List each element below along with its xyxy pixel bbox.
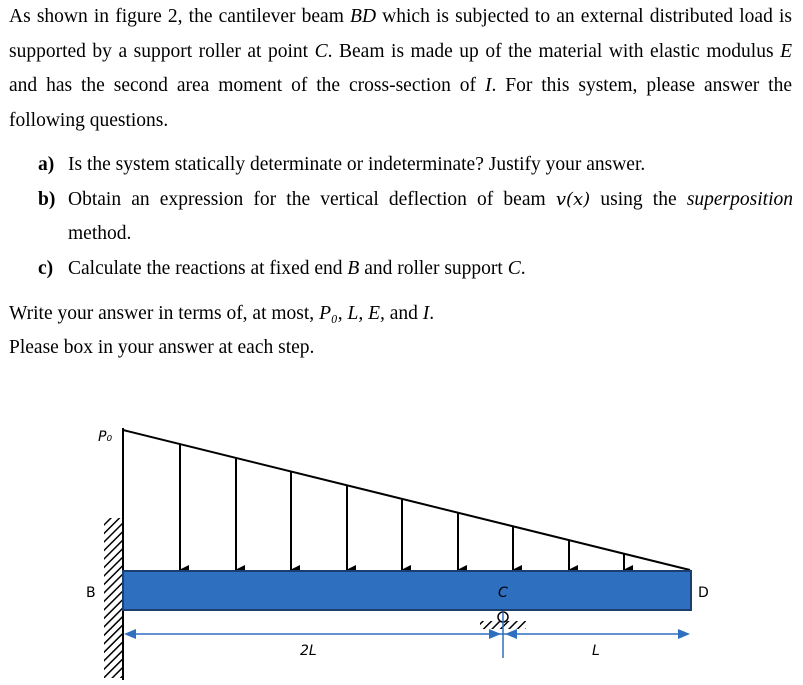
dimension-arrow-c-left bbox=[489, 629, 501, 639]
question-c-text-2: and roller support bbox=[359, 258, 508, 279]
modulus-symbol: E bbox=[780, 40, 792, 62]
question-b-text-1: Obtain an expression for the vertical deflection of beam bbox=[68, 189, 556, 210]
dimension-lines bbox=[124, 612, 690, 658]
method-name: superposition bbox=[686, 189, 793, 210]
dimension-2l: 2L bbox=[300, 643, 317, 659]
load-profile-line bbox=[123, 430, 690, 570]
beam-name: BD bbox=[350, 6, 377, 27]
instruction-var-i: I bbox=[422, 303, 430, 324]
intro-text-2: which is subjected to an external distributed load is supported by a support roller at point bbox=[9, 6, 792, 62]
fixed-wall-hatching bbox=[104, 518, 122, 678]
intro-text-5: . For this system, please answer the following questions. bbox=[9, 75, 792, 131]
dimension-arrow-right bbox=[678, 629, 690, 639]
label-d: D bbox=[698, 585, 709, 601]
question-b-text-2: using the bbox=[590, 189, 687, 210]
beam bbox=[123, 571, 691, 610]
instruction-text-1: Write your answer in terms of, at most, bbox=[9, 303, 320, 324]
question-c-label: c) bbox=[38, 258, 54, 279]
dimension-arrow-c-right bbox=[505, 629, 517, 639]
question-b-text-3: method. bbox=[68, 223, 132, 244]
question-c-point-b: B bbox=[347, 258, 360, 279]
label-b: B bbox=[86, 585, 96, 601]
dimension-arrow-left bbox=[124, 629, 136, 639]
load-arrows bbox=[180, 444, 624, 570]
inertia-symbol: I bbox=[484, 75, 492, 96]
question-c-text-3: . bbox=[520, 258, 526, 279]
intro-point-c: C bbox=[314, 40, 328, 62]
load-label-p0: P₀ bbox=[98, 429, 113, 445]
question-a-text: Is the system statically determinate or indeterminate? Justify your answer. bbox=[68, 154, 646, 175]
intro-text-4: and has the second area moment of the cross-section of bbox=[9, 75, 485, 96]
instruction-text-3: . bbox=[429, 303, 435, 324]
question-c-text-1: Calculate the reactions at fixed end bbox=[68, 258, 348, 279]
question-c-point-c: C bbox=[507, 258, 521, 279]
question-a-label: a) bbox=[38, 154, 55, 175]
instruction-text-2: and bbox=[384, 303, 423, 324]
deflection-function: v(x) bbox=[555, 189, 591, 210]
intro-text-1: As shown in figure 2, the cantilever beam bbox=[9, 6, 351, 27]
dimension-l: L bbox=[592, 643, 600, 659]
label-c: C bbox=[498, 585, 508, 601]
instruction-vars: P₀, L, E, bbox=[319, 303, 385, 324]
intro-text-3: . Beam is made up of the material with elastic modulus bbox=[327, 40, 781, 62]
question-b-label: b) bbox=[38, 189, 56, 210]
instruction-box: Please box in your answer at each step. bbox=[9, 337, 315, 358]
